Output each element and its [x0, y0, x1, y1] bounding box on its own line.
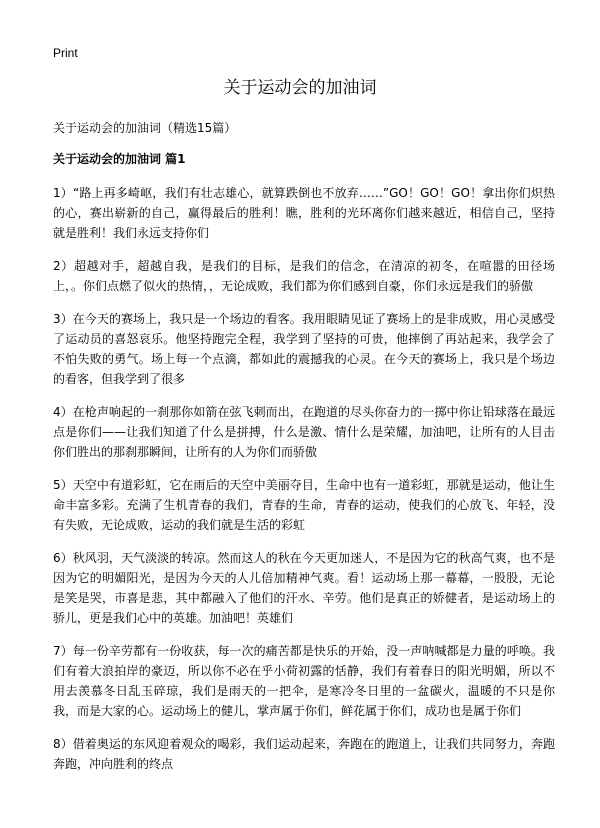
- paragraph-6: 6）秋风羽，天气淡淡的转凉。然而这人的秋在今天更加迷人，不是因为它的秋高气爽，也不是因为它的明媚阳光，是因为今天的人儿倍加精神气爽。看！运动场上那一幕幕，一股股，无论是笑是哭，市喜是悲，其中都融入了他们的汗水、辛劳。他们是真正的娇健者，是运动场上的骄儿，更是我们心中的英雄。加油吧！英雄们: [53, 551, 555, 625]
- paragraph-5: 5）天空中有道彩虹，它在雨后的天空中美丽夺目，生命中也有一道彩虹，那就是运动，他让生命丰富多彩。充满了生机青春的我们，青春的生命，青春的运动，使我们的心放飞、年轻，没有失败，无论成败，运动的我们就是生活的彩虹: [53, 478, 555, 532]
- paragraph-8: 8）借着奥运的东风迎着观众的喝彩，我们运动起来，奔跑在的跑道上，让我们共同努力，奔跑 奔跑，冲向胜利的终点: [53, 737, 555, 771]
- paragraph-7: 7）每一份辛劳都有一份收获，每一次的痛苦都是快乐的开始，没一声呐喊都是力量的呼唤。我们有着大浪拍岸的豪迈，所以你不必在乎小荷初露的恬静，我们有着春日的阳光明媚，所以不用去羡慕冬日乱玉碎琼，我们是雨天的一把伞，是寒冷冬日里的一盆碳火，温暖的不只是你我，而是大家的心。运动场上的健儿，掌声属于你们，鲜花属于你们，成功也是属于你们: [53, 644, 555, 718]
- paragraph-3: 3）在今天的赛场上，我只是一个场边的看客。我用眼睛见证了赛场上的是非成败，用心灵感受了运动员的喜怒哀乐。他坚持跑完全程，我学到了坚持的可贵，他摔倒了再站起来，我学会了不怕失败的勇气。场上每一个点滴，都如此的震撼我的心灵。在今天的赛场上，我只是个场边的看客，但我学到了很多: [53, 312, 555, 386]
- paragraph-2: 2）超越对手，超越自我，是我们的目标，是我们的信念，在清凉的初冬，在喧嚣的田径场上，。你们点燃了似火的热情，，无论成败，我们都为你们感到自豪，你们永远是我们的骄傲: [53, 259, 555, 293]
- paragraph-4: 4）在枪声响起的一刹那你如箭在弦飞刺而出，在跑道的尽头你奋力的一掷中你让铅球落在最远点是你们——让我们知道了什么是拼搏，什么是激、情什么是荣耀，加油吧，让所有的人目击你们胜出的那刹那瞬间，让所有的人为你们而骄傲: [53, 405, 555, 459]
- article-body: [53, 183, 555, 787]
- document-title: 关于运动会的加油词: [223, 78, 377, 98]
- print-link[interactable]: Print: [53, 46, 78, 60]
- section-heading: 关于运动会的加油词 篇1: [53, 152, 186, 166]
- document-subtitle: 关于运动会的加油词（精选15篇）: [53, 121, 237, 135]
- paragraph-1: 1）“路上再多崎岖，我们有壮志雄心，就算跌倒也不放弃……”GO！GO！GO！拿出你们炽热的心，赛出崭新的自己，赢得最后的胜利！瞧，胜利的光环离你们越来越近，相信自己，坚持就是胜利！我们永远支持你们: [53, 186, 555, 240]
